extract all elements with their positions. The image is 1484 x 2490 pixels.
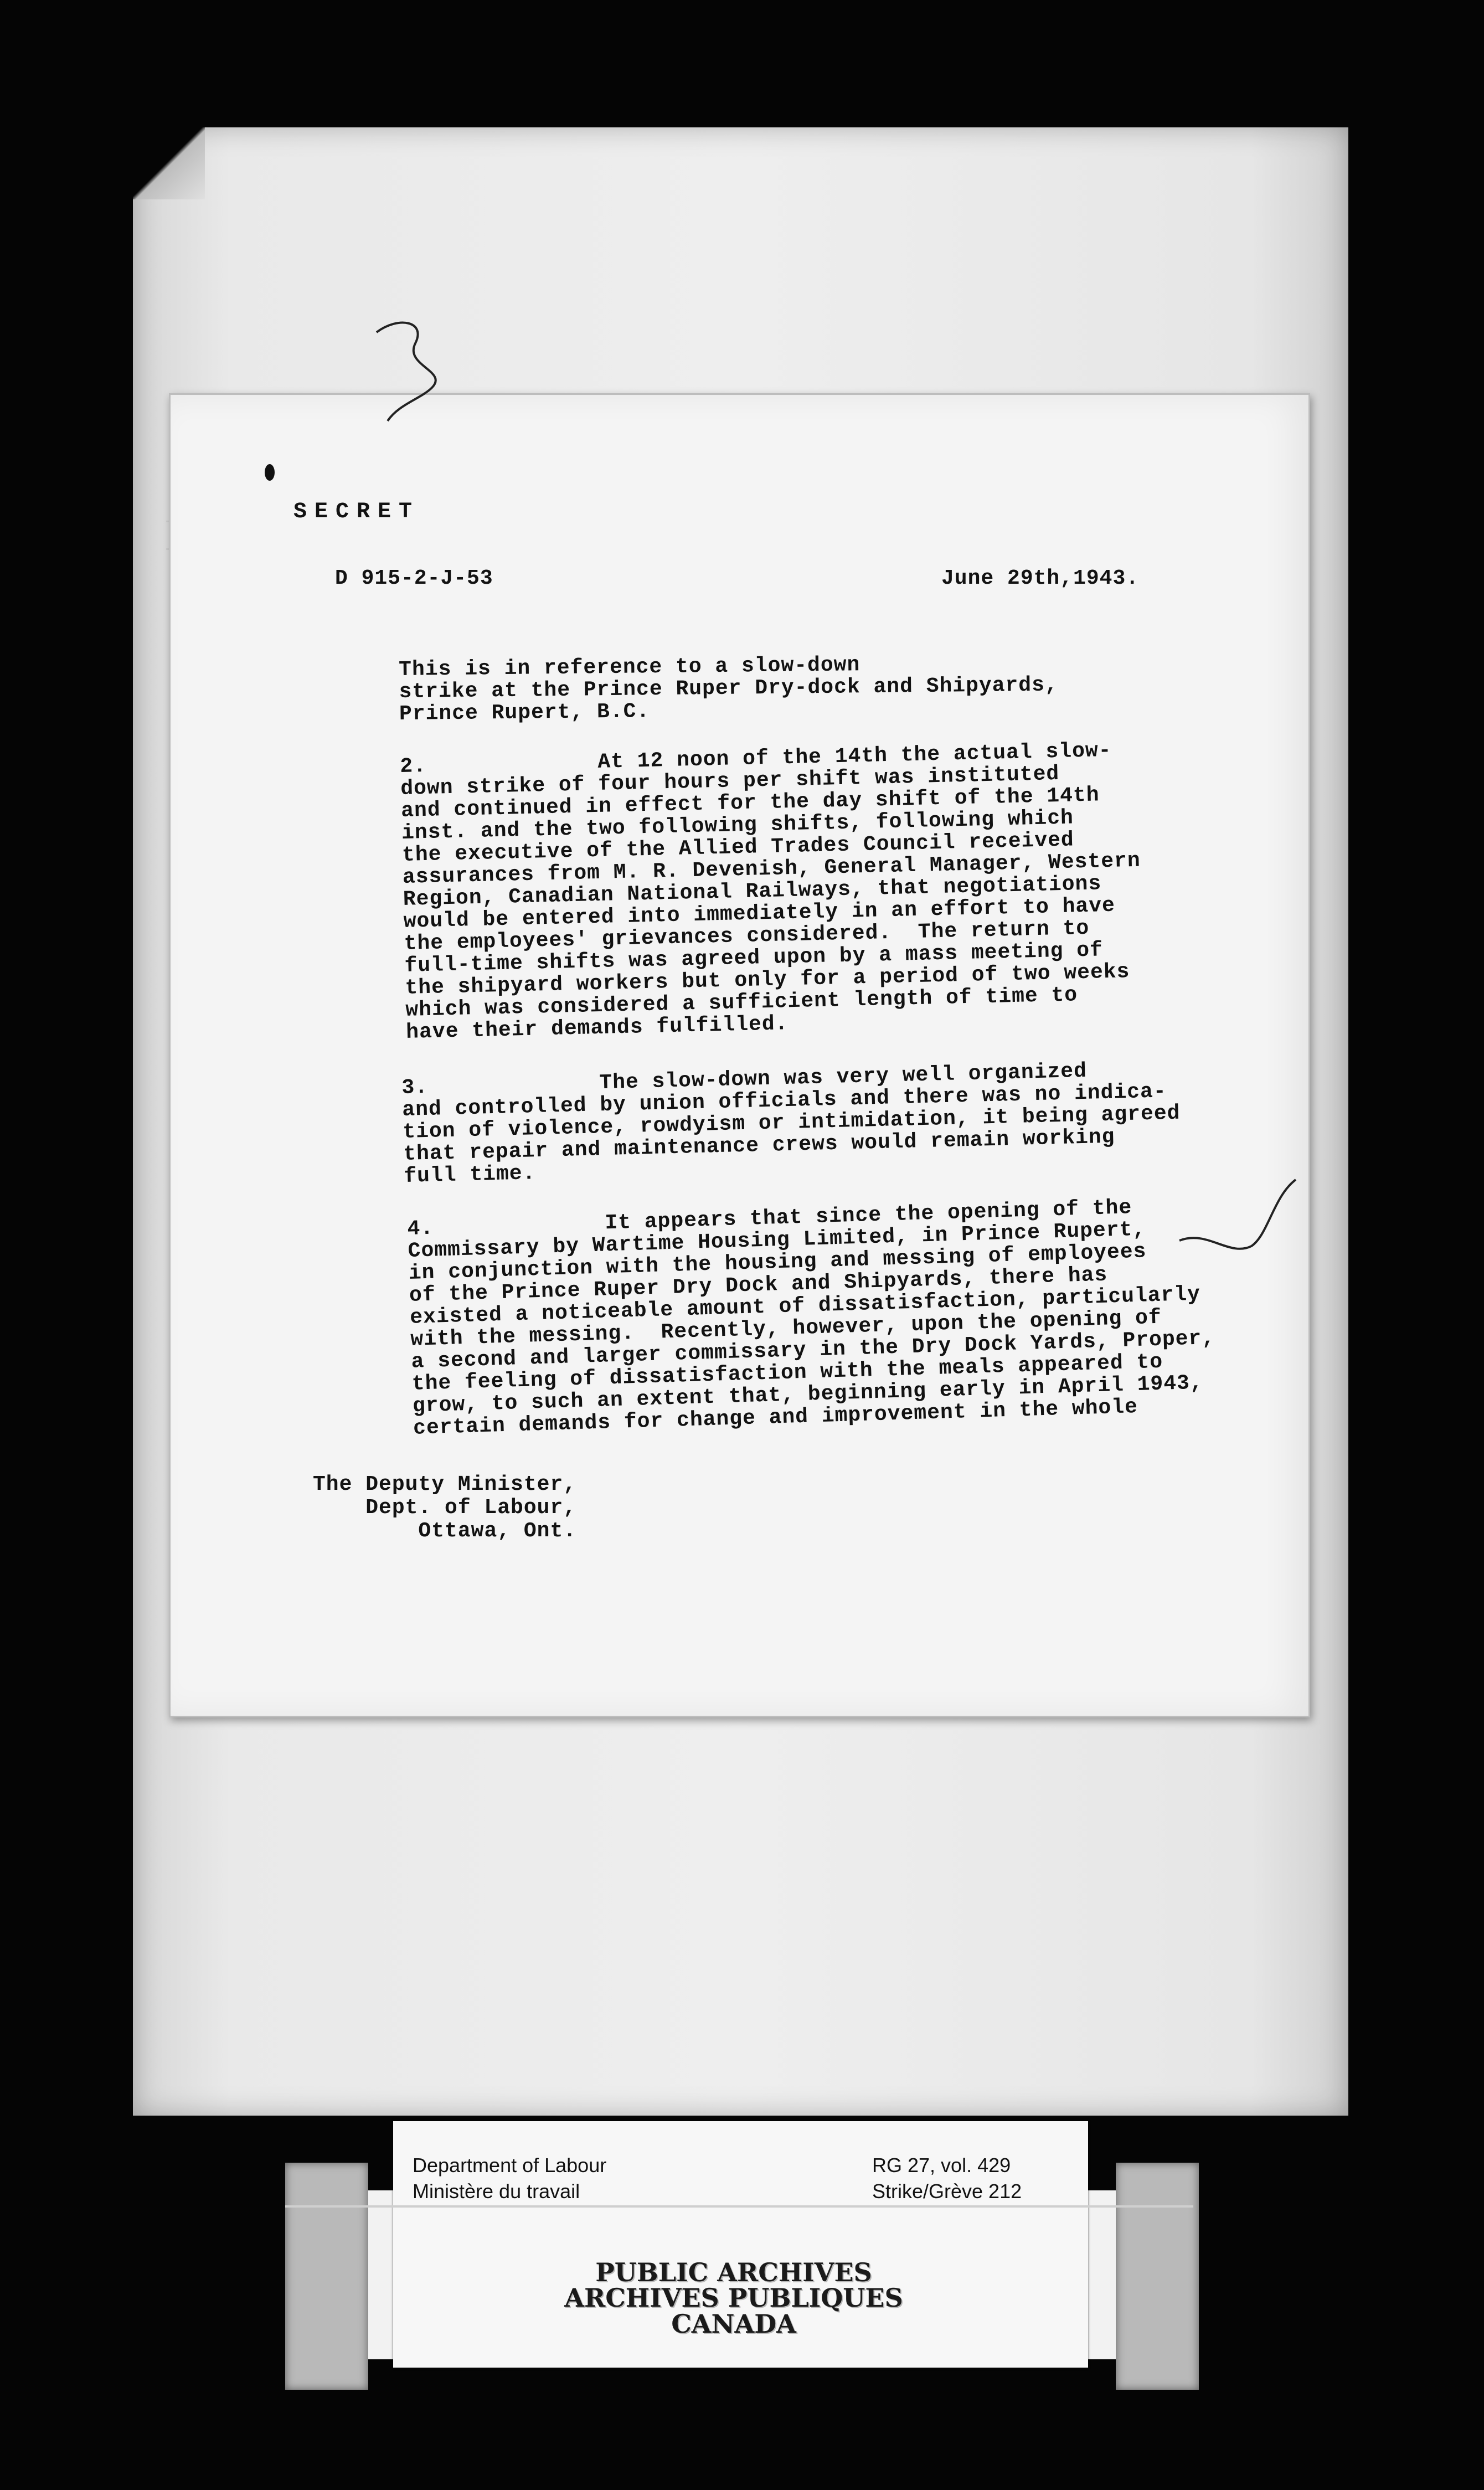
addressee-block: The Deputy Minister, Dept. of Labour, Ottawa, Ont. — [313, 1473, 577, 1543]
file-reference: D 915-2-J-53 — [335, 567, 493, 590]
paragraph-3: 3. The slow-down was very well organized and controlled by union officials and there was no indica- tion of violence, rowdyism or intimidation, it being agreed that repair and maintenance crews would remain working full time. — [401, 1059, 1181, 1189]
label-divider — [285, 2205, 1193, 2208]
paragraph-2: 2. At 12 noon of the 14th the actual slow- down strike of four hours per shift was instituted and continued in effect for the day shift of the 14th inst. and the two following shifts, following which the executive of the Allied Trades Council received assurances from M. R. Devenish, General Manager, Western Region, Canadian National Railways, that negotiations would be entered into immediately in an effort to have the employees' grievances considered. The return to full-time shifts was agreed upon by a mass meeting of the shipyard workers but only for a period of two weeks which was considered a sufficient length of time to have their demands fulfilled. — [399, 738, 1141, 1045]
letter-date: June 29th,1943. — [941, 567, 1140, 590]
paragraph-4: 4. It appears that since the opening of the Commissary by Wartime Housing Limited, in Prince Rupert, in conjunction with the housing and messing of employees of the Prince Ruper Dry Dock and Shipyards, there has existed a noticeable amount of dissatisfaction, particularly with the messing. Recently, however, upon the opening of a second and larger commissary in the Dry Dock Yards, Proper, the feeling of dissatisfaction with the meals appeared to grow, to such an extent that, beginning early in April 1943, certain demands for change and improvement in the whole — [406, 1196, 1215, 1441]
classification-heading: SECRET — [293, 500, 420, 524]
archive-stamp-line-2: ARCHIVES PUBLIQUES — [564, 2283, 903, 2313]
paragraph-1: This is in reference to a slow-down strike at the Prince Ruper Dry-dock and Shipyards, Prince Rupert, B.C. — [398, 653, 1058, 726]
binder-clip-right — [1116, 2163, 1199, 2390]
folded-corner — [133, 127, 205, 199]
strike-file: Strike/Grève 212 — [872, 2180, 1022, 2203]
department-fr: Ministère du travail — [413, 2180, 580, 2203]
ink-mark — [265, 464, 275, 481]
department-en: Department of Labour — [413, 2154, 607, 2177]
pencil-mark — [365, 310, 476, 426]
binder-clip-left — [285, 2163, 368, 2390]
record-group: RG 27, vol. 429 — [872, 2154, 1011, 2177]
archive-stamp-line-3: CANADA — [671, 2309, 796, 2339]
archive-stamp-line-1: PUBLIC ARCHIVES — [595, 2257, 872, 2287]
